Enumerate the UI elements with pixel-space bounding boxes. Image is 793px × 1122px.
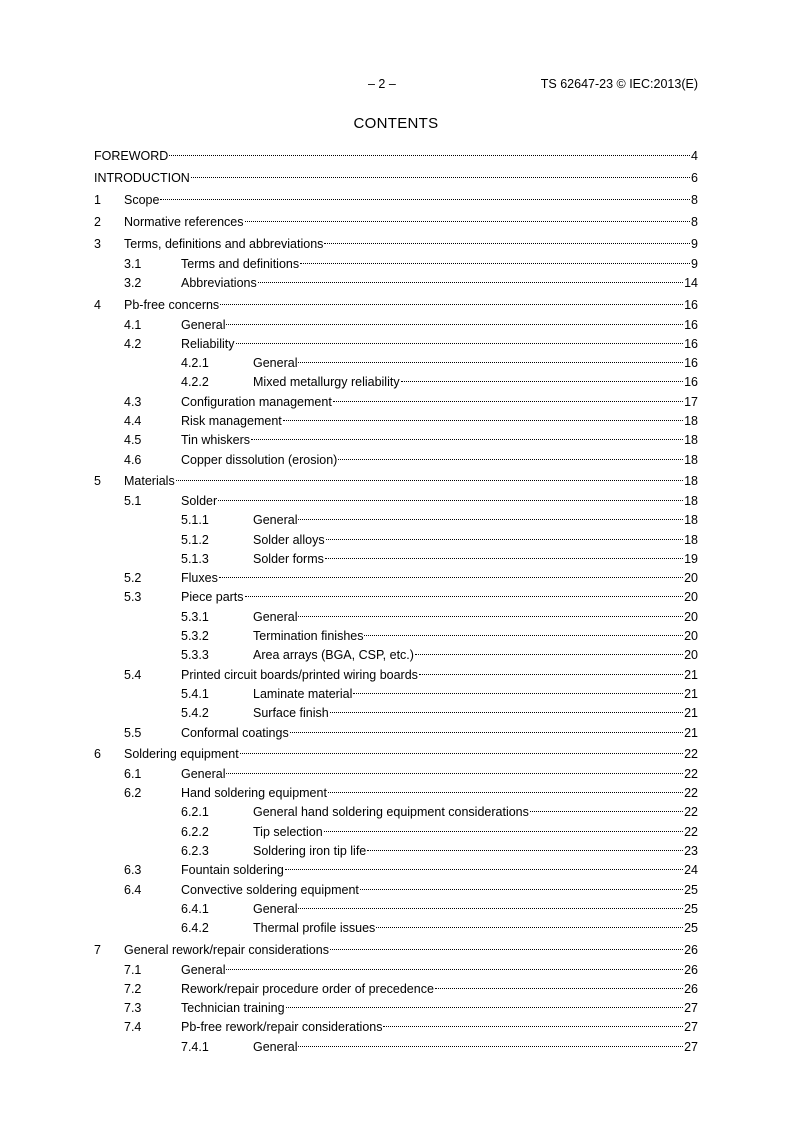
toc-entry[interactable] — [94, 743, 698, 765]
toc-entry[interactable] — [94, 842, 698, 861]
toc-entry-title: Solder — [181, 493, 218, 508]
toc-entry-title: Tin whiskers — [181, 433, 250, 448]
toc-entry[interactable] — [94, 531, 698, 550]
toc-entry-title: Soldering iron tip life — [253, 844, 367, 859]
toc-entry-title: Materials — [124, 473, 175, 488]
toc-entry[interactable] — [94, 608, 698, 627]
toc-entry-number: 3.2 — [124, 276, 142, 291]
toc-entry[interactable] — [94, 274, 698, 293]
toc-entry[interactable] — [94, 167, 698, 189]
toc-entry-page: 16 — [684, 375, 698, 390]
toc-entry-title: Thermal profile issues — [253, 921, 376, 936]
dot-leader — [419, 673, 683, 675]
toc-entry[interactable] — [94, 373, 698, 392]
toc-entry[interactable] — [94, 431, 698, 450]
toc-entry-page: 16 — [684, 317, 698, 332]
toc-entry-title: Mixed metallurgy reliability — [253, 375, 400, 390]
toc-entry-number: 6.1 — [124, 766, 142, 781]
toc-entry-number: 6.4.2 — [181, 921, 209, 936]
toc-entry-title: General — [253, 609, 298, 624]
dot-leader — [298, 361, 683, 363]
toc-entry-title: General — [181, 962, 226, 977]
toc-entry-title: General — [181, 317, 226, 332]
toc-entry-title: INTRODUCTION — [94, 171, 190, 185]
toc-entry-title: Scope — [124, 193, 160, 207]
toc-entry[interactable] — [94, 412, 698, 431]
toc-entry-page: 9 — [691, 237, 698, 251]
toc-entry-title: Solder forms — [253, 551, 324, 566]
toc-entry-title: Pb-free rework/repair considerations — [181, 1020, 383, 1035]
dot-leader — [364, 634, 683, 636]
toc-entry-number: 6.2.2 — [181, 824, 209, 839]
toc-entry-page: 25 — [684, 921, 698, 936]
dot-leader — [220, 303, 683, 305]
toc-entry-page: 18 — [684, 513, 698, 528]
toc-entry[interactable] — [94, 233, 698, 255]
toc-entry-page: 16 — [684, 336, 698, 351]
toc-entry[interactable] — [94, 335, 698, 354]
dot-leader — [360, 888, 683, 890]
toc-entry[interactable] — [94, 961, 698, 980]
page-number: – 2 – — [368, 77, 396, 91]
page-header — [94, 77, 698, 93]
dot-leader — [283, 419, 683, 421]
toc-entry-title: Normative references — [124, 215, 244, 229]
dot-leader — [401, 380, 684, 382]
toc-entry-number: 6.3 — [124, 863, 142, 878]
toc-entry-page: 22 — [684, 746, 698, 761]
toc-entry-title: Copper dissolution (erosion) — [181, 452, 338, 467]
toc-entry-number: 7.4 — [124, 1020, 142, 1035]
toc-entry[interactable] — [94, 685, 698, 704]
toc-entry[interactable] — [94, 492, 698, 511]
page-title: CONTENTS — [353, 115, 439, 132]
dot-leader — [333, 400, 683, 402]
toc-entry-title: Hand soldering equipment — [181, 786, 327, 801]
toc-entry-title: Piece parts — [181, 590, 244, 605]
toc-entry[interactable] — [94, 919, 698, 938]
toc-entry-page: 20 — [684, 648, 698, 663]
toc-entry-page: 16 — [684, 356, 698, 371]
toc-entry-page: 4 — [691, 149, 698, 163]
toc-entry-number: 7.2 — [124, 981, 142, 996]
toc-entry-number: 6.2 — [124, 786, 142, 801]
toc-entry[interactable] — [94, 666, 698, 685]
toc-entry-title: Configuration management — [181, 394, 332, 409]
dot-leader — [325, 557, 683, 559]
dot-leader — [326, 538, 684, 540]
document-reference: TS 62647-23 © IEC:2013(E) — [540, 77, 698, 91]
toc-entry-number: 7.4.1 — [181, 1039, 209, 1054]
toc-entry-title: Termination finishes — [253, 629, 364, 644]
toc-entry-title: Laminate material — [253, 686, 353, 701]
dot-leader — [376, 926, 683, 928]
toc-entry[interactable] — [94, 588, 698, 607]
toc-entry-title: Area arrays (BGA, CSP, etc.) — [253, 648, 414, 663]
toc-entry-page: 26 — [684, 942, 698, 957]
dot-leader — [285, 868, 683, 870]
toc-entry-page: 22 — [684, 766, 698, 781]
toc-entry-number: 5.1.3 — [181, 551, 209, 566]
toc-entry[interactable] — [94, 980, 698, 999]
toc-entry-page: 20 — [684, 571, 698, 586]
dot-leader — [298, 615, 683, 617]
toc-entry-page: 18 — [684, 433, 698, 448]
toc-entry-number: 6.4 — [124, 882, 142, 897]
toc-entry-number: 5 — [94, 473, 101, 488]
toc-entry[interactable] — [94, 939, 698, 961]
toc-entry-number: 4.2.1 — [181, 356, 209, 371]
toc-entry[interactable] — [94, 569, 698, 588]
toc-entry[interactable] — [94, 316, 698, 335]
toc-entry-page: 9 — [691, 257, 698, 271]
toc-entry-title: Reliability — [181, 336, 235, 351]
dot-leader — [218, 499, 683, 501]
toc-entry-number: 4.2.2 — [181, 375, 209, 390]
toc-entry-title: FOREWORD — [94, 149, 169, 163]
toc-entry-page: 16 — [684, 297, 698, 312]
dot-leader — [415, 653, 683, 655]
toc-entry[interactable] — [94, 451, 698, 470]
dot-leader — [169, 154, 690, 156]
toc-entry-title: Terms, definitions and abbreviations — [124, 237, 324, 251]
toc-entry[interactable] — [94, 881, 698, 900]
toc-entry[interactable] — [94, 784, 698, 803]
toc-entry-page: 21 — [684, 706, 698, 721]
toc-entry-page: 6 — [691, 171, 698, 185]
toc-entry[interactable] — [94, 145, 698, 167]
toc-entry-page: 21 — [684, 725, 698, 740]
toc-entry-number: 4.3 — [124, 394, 142, 409]
toc-entry-number: 5.4.2 — [181, 706, 209, 721]
toc-entry-title: Soldering equipment — [124, 746, 239, 761]
dot-leader — [298, 907, 683, 909]
dot-leader — [435, 987, 683, 989]
dot-leader — [245, 595, 684, 597]
toc-entry-page: 21 — [684, 686, 698, 701]
toc-entry-title: General — [181, 766, 226, 781]
dot-leader — [226, 323, 683, 325]
toc-entry-title: Printed circuit boards/printed wiring boards — [181, 667, 418, 682]
toc-entry[interactable] — [94, 511, 698, 530]
dot-leader — [245, 220, 691, 222]
toc-entry-number: 6 — [94, 746, 101, 761]
toc-entry-page: 22 — [684, 805, 698, 820]
toc-entry-page: 18 — [684, 452, 698, 467]
toc-entry-number: 5.3.2 — [181, 629, 209, 644]
toc-entry-page: 27 — [684, 1001, 698, 1016]
toc-entry[interactable] — [94, 354, 698, 373]
toc-entry[interactable] — [94, 900, 698, 919]
dot-leader — [324, 242, 690, 244]
toc-entry[interactable] — [94, 861, 698, 880]
toc-entry-number: 7.1 — [124, 962, 142, 977]
toc-entry-page: 19 — [684, 551, 698, 566]
dot-leader — [258, 281, 683, 283]
dot-leader — [226, 772, 683, 774]
toc-entry-title: Abbreviations — [181, 276, 257, 291]
dot-leader — [530, 810, 683, 812]
toc-entry[interactable] — [94, 1018, 698, 1037]
toc-entry-title: Solder alloys — [253, 532, 325, 547]
dot-leader — [353, 692, 683, 694]
toc-entry-number: 5.1.2 — [181, 532, 209, 547]
toc-entry[interactable] — [94, 294, 698, 316]
dot-leader — [328, 791, 683, 793]
toc-entry[interactable] — [94, 627, 698, 646]
toc-entry[interactable] — [94, 765, 698, 784]
toc-entry[interactable] — [94, 1038, 698, 1057]
toc-entry-page: 18 — [684, 414, 698, 429]
toc-entry-title: General hand soldering equipment considerations — [253, 805, 529, 820]
toc-entry-title: General — [253, 901, 298, 916]
toc-entry-number: 5.4.1 — [181, 686, 209, 701]
dot-leader — [367, 849, 683, 851]
toc-entry-title: Fountain soldering — [181, 863, 284, 878]
toc-entry[interactable] — [94, 803, 698, 822]
toc-entry-page: 27 — [684, 1039, 698, 1054]
toc-entry-number: 4.5 — [124, 433, 142, 448]
toc-entry-number: 5.2 — [124, 571, 142, 586]
toc-entry-page: 26 — [684, 962, 698, 977]
toc-entry-page: 20 — [684, 629, 698, 644]
dot-leader — [226, 968, 683, 970]
toc-entry[interactable] — [94, 646, 698, 665]
toc-entry-page: 22 — [684, 786, 698, 801]
toc-entry-title: Risk management — [181, 414, 282, 429]
dot-leader — [290, 731, 683, 733]
toc-entry[interactable] — [94, 211, 698, 233]
toc-entry-page: 18 — [684, 473, 698, 488]
toc-entry-title: Terms and definitions — [181, 257, 300, 271]
dot-leader — [191, 176, 690, 178]
toc-entry[interactable] — [94, 550, 698, 569]
toc-entry-number: 4.1 — [124, 317, 142, 332]
toc-entry[interactable] — [94, 724, 698, 743]
toc-entry-number: 4.2 — [124, 336, 142, 351]
toc-entry-page: 24 — [684, 863, 698, 878]
dot-leader — [383, 1025, 683, 1027]
dot-leader — [298, 518, 683, 520]
toc-entry-title: General rework/repair considerations — [124, 942, 329, 957]
toc-entry-title: General — [253, 1039, 298, 1054]
toc-entry-number: 3.1 — [124, 257, 142, 271]
toc-entry-number: 5.1 — [124, 493, 142, 508]
toc-entry-title: Conformal coatings — [181, 725, 289, 740]
toc-entry[interactable] — [94, 189, 698, 211]
toc-entry-number: 1 — [94, 193, 101, 207]
toc-entry-number: 5.5 — [124, 725, 142, 740]
toc-entry-number: 5.3.3 — [181, 648, 209, 663]
toc-entry-number: 7.3 — [124, 1001, 142, 1016]
toc-entry-page: 22 — [684, 824, 698, 839]
toc-entry-title: Surface finish — [253, 706, 329, 721]
table-of-contents — [94, 145, 698, 1057]
dot-leader — [330, 711, 683, 713]
dot-leader — [236, 342, 684, 344]
toc-entry-page: 25 — [684, 901, 698, 916]
dot-leader — [251, 438, 683, 440]
toc-entry[interactable] — [94, 823, 698, 842]
toc-entry-page: 20 — [684, 590, 698, 605]
toc-entry-number: 5.3.1 — [181, 609, 209, 624]
toc-entry-number: 6.2.1 — [181, 805, 209, 820]
toc-entry-page: 8 — [691, 193, 698, 207]
toc-entry-title: Convective soldering equipment — [181, 882, 359, 897]
toc-entry-page: 18 — [684, 532, 698, 547]
toc-entry-page: 26 — [684, 981, 698, 996]
toc-entry-page: 18 — [684, 493, 698, 508]
toc-entry[interactable] — [94, 393, 698, 412]
dot-leader — [300, 262, 690, 264]
toc-entry-page: 21 — [684, 667, 698, 682]
toc-entry-page: 27 — [684, 1020, 698, 1035]
toc-entry-number: 6.2.3 — [181, 844, 209, 859]
dot-leader — [160, 198, 690, 200]
toc-entry[interactable] — [94, 704, 698, 723]
toc-entry-page: 17 — [684, 394, 698, 409]
toc-entry-number: 3 — [94, 237, 101, 251]
toc-entry-title: General — [253, 356, 298, 371]
toc-entry-number: 5.1.1 — [181, 513, 209, 528]
toc-entry-page: 23 — [684, 844, 698, 859]
toc-entry-number: 7 — [94, 942, 101, 957]
toc-entry-page: 14 — [684, 276, 698, 291]
toc-entry-number: 6.4.1 — [181, 901, 209, 916]
toc-entry-number: 5.3 — [124, 590, 142, 605]
dot-leader — [330, 948, 683, 950]
toc-entry-number: 2 — [94, 215, 101, 229]
toc-entry-title: Fluxes — [181, 571, 218, 586]
dot-leader — [219, 576, 683, 578]
toc-entry-number: 5.4 — [124, 667, 142, 682]
toc-entry-number: 4.6 — [124, 452, 142, 467]
toc-entry[interactable] — [94, 255, 698, 274]
toc-entry[interactable] — [94, 999, 698, 1018]
toc-entry-number: 4 — [94, 297, 101, 312]
toc-entry-page: 25 — [684, 882, 698, 897]
dot-leader — [240, 752, 683, 754]
dot-leader — [286, 1006, 684, 1008]
toc-entry[interactable] — [94, 470, 698, 492]
dot-leader — [338, 458, 683, 460]
dot-leader — [324, 830, 683, 832]
toc-entry-title: General — [253, 513, 298, 528]
toc-entry-page: 20 — [684, 609, 698, 624]
toc-entry-page: 8 — [691, 215, 698, 229]
toc-entry-title: Technician training — [181, 1001, 285, 1016]
toc-entry-number: 4.4 — [124, 414, 142, 429]
toc-entry-title: Tip selection — [253, 824, 323, 839]
dot-leader — [176, 479, 683, 481]
dot-leader — [298, 1045, 683, 1047]
toc-entry-title: Pb-free concerns — [124, 297, 220, 312]
toc-entry-title: Rework/repair procedure order of precedence — [181, 981, 434, 996]
